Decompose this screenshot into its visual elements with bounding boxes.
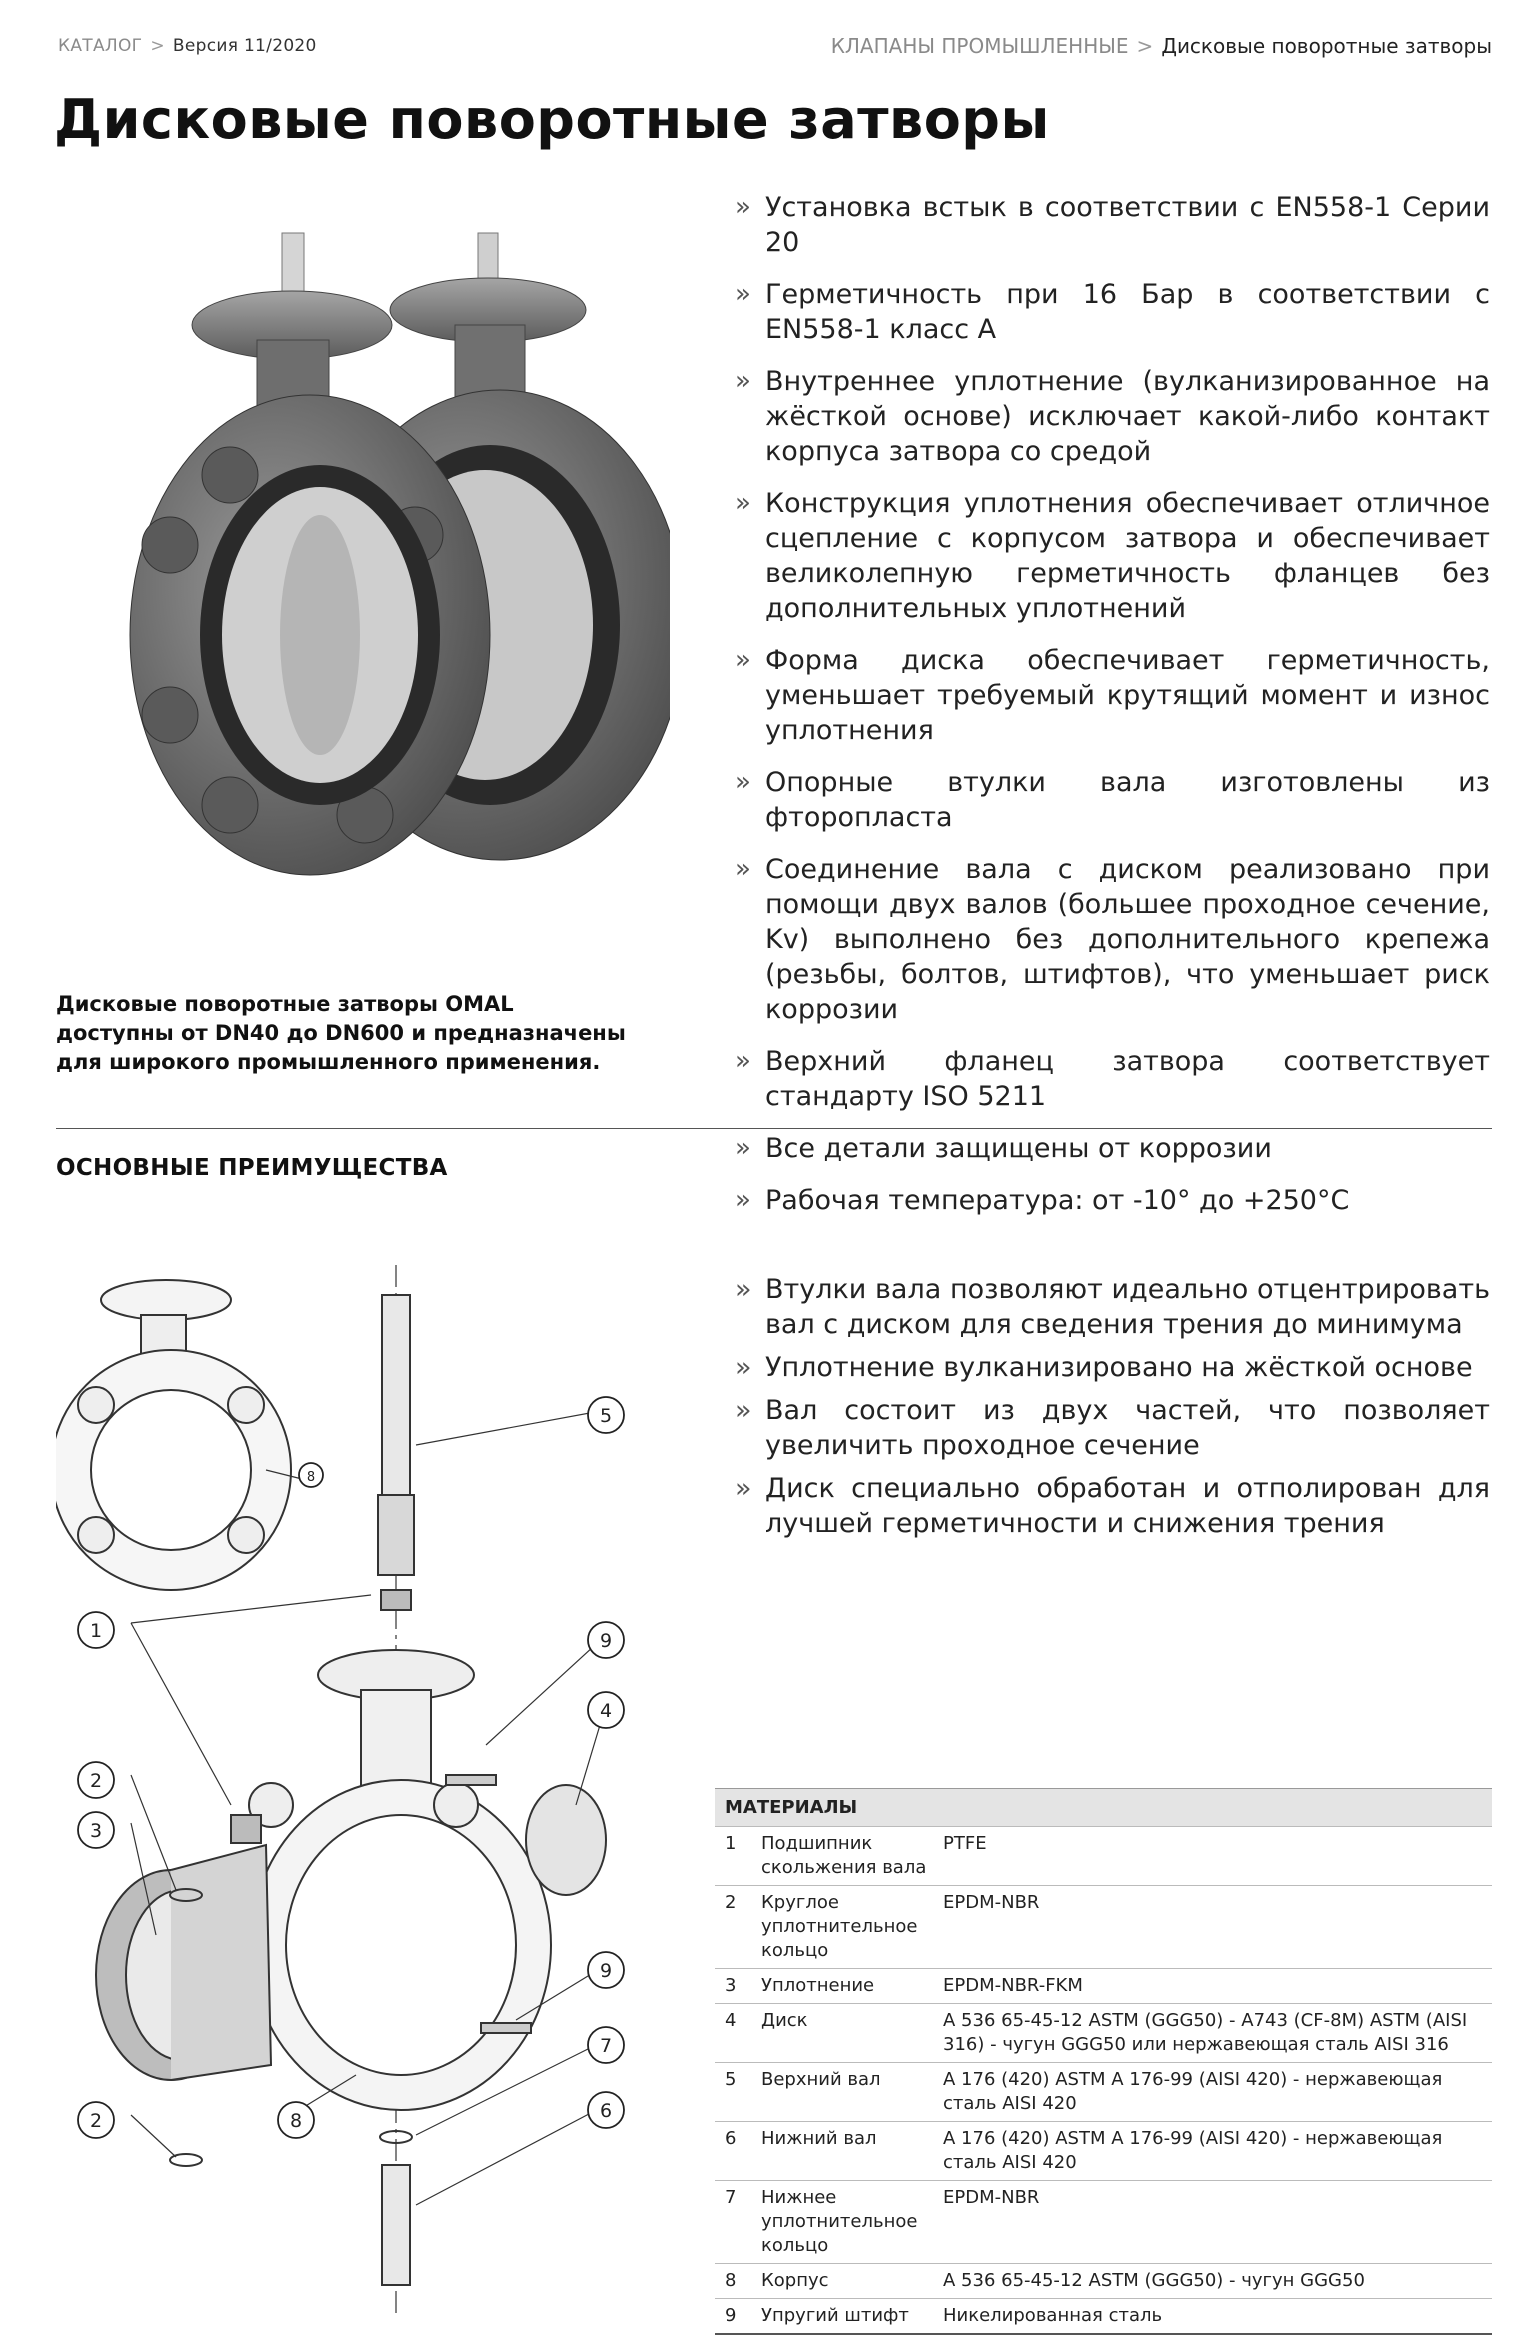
feature-item: » Верхний фланец затвора соответствует стандарту ISO 5211 [735,1046,1490,1112]
callout-label: 2 [89,1770,103,1792]
bullet-icon: » [735,1352,752,1383]
section-divider [56,1128,1492,1129]
feature-item: » Рабочая температура: от -10° до +250°С [735,1185,1350,1216]
callout-label: 2 [89,2110,103,2132]
bullet-icon: » [735,1274,752,1305]
breadcrumb-category[interactable]: КЛАПАНЫ ПРОМЫШЛЕННЫЕ [830,34,1129,58]
benefit-item: » Втулки вала позволяют идеально отцентрировать вал с диском для сведения трения до минимума [735,1274,1490,1340]
table-row: 1 Подшипник скольжения вала PTFE [715,1827,1492,1886]
photo-caption: Дисковые поворотные затворы OMAL доступны от DN40 до DN600 и предназначены для широкого промышленного применения. [56,992,626,1074]
section-title: ОСНОВНЫЕ ПРЕИМУЩЕСТВА [56,1155,448,1181]
bullet-icon: » [735,1133,751,1163]
callout-label: 6 [599,2100,613,2122]
benefit-item: » Уплотнение вулканизировано на жёсткой основе [735,1352,1473,1383]
bullet-icon: » [735,645,751,675]
feature-item: » Опорные втулки вала изготовлены из фторопласта [735,767,1490,833]
callout-label: 9 [599,1630,613,1652]
benefit-item: » Диск специально обработан и отполирован для лучшей герметичности и снижения трения [735,1473,1490,1539]
table-row: 9 Упругий штифт Никелированная сталь [715,2299,1492,2335]
materials-table [715,1788,1492,2335]
bullet-icon: » [735,1046,751,1076]
callout-label: 7 [599,2035,613,2057]
table-row: 2 Круглое уплотнительное кольцо EPDM-NBR [715,1886,1492,1969]
breadcrumb-root[interactable]: КАТАЛОГ [58,36,143,56]
feature-item: » Форма диска обеспечивает герметичность, уменьшает требуемый крутящий момент и износ уплотнения [735,645,1490,746]
feature-item: » Соединение вала с диском реализовано при помощи двух валов (большее проходное сечение, Kv) выполнено без дополнительного крепежа (резьбы, болтов, штифтов), что уменьшает риск коррозии [735,854,1490,1025]
bullet-icon: » [735,1473,752,1504]
breadcrumb-left [58,36,317,56]
callout-label: 9 [599,1960,613,1982]
breadcrumb-current: Версия 11/2020 [172,36,317,56]
table-row: 7 Нижнее уплотнительное кольцо EPDM-NBR [715,2181,1492,2264]
feature-item: » Конструкция уплотнения обеспечивает отличное сцепление с корпусом затвора и обеспечивает великолепную герметичность фланцев без дополнительных уплотнений [735,488,1490,624]
callout-label: 8 [306,1470,316,1485]
benefit-item: » Вал состоит из двух частей, что позволяет увеличить проходное сечение [735,1395,1490,1461]
bullet-icon: » [735,767,751,797]
table-row: 8 Корпус A 536 65-45-12 ASTM (GGG50) - чугун GGG50 [715,2264,1492,2299]
breadcrumb-right [831,34,1492,58]
callout-label: 8 [289,2110,303,2132]
table-row: 5 Верхний вал A 176 (420) ASTM A 176-99 (AISI 420) - нержавеющая сталь AISI 420 [715,2063,1492,2122]
feature-item: » Герметичность при 16 Бар в соответствии с EN558-1 класс А [735,279,1490,345]
breadcrumb-separator: > [1136,34,1154,58]
valves-photo [110,215,670,915]
exploded-drawing [56,1245,656,2315]
breadcrumb-page: Дисковые поворотные затворы [1161,34,1492,58]
feature-item: » Все детали защищены от коррозии [735,1133,1272,1164]
features-list [735,190,1490,1235]
bullet-icon: » [735,1395,752,1426]
table-row: 3 Уплотнение EPDM-NBR-FKM [715,1969,1492,2004]
feature-item: » Установка встык в соответствии с EN558-1 Серии 20 [735,192,1490,258]
table-row: 6 Нижний вал A 176 (420) ASTM A 176-99 (AISI 420) - нержавеющая сталь AISI 420 [715,2122,1492,2181]
callout-label: 3 [89,1820,103,1842]
callout-label: 4 [599,1700,613,1722]
materials-header: МАТЕРИАЛЫ [715,1789,1492,1827]
bullet-icon: » [735,366,751,396]
feature-item: » Внутреннее уплотнение (вулканизированное на жёсткой основе) исключает какой-либо контакт корпуса затвора со средой [735,366,1490,467]
callout-label: 5 [599,1405,613,1427]
callout-label: 1 [89,1620,103,1642]
breadcrumb-separator: > [150,36,165,56]
bullet-icon: » [735,192,751,222]
page-title: Дисковые поворотные затворы [54,88,1050,151]
bullet-icon: » [735,279,751,309]
benefits-list [735,1272,1490,1549]
bullet-icon: » [735,488,751,518]
bullet-icon: » [735,1185,751,1215]
table-row: 4 Диск A 536 65-45-12 ASTM (GGG50) - A743 (CF-8M) ASTM (AISI 316) - чугун GGG50 или нержавеющая сталь AISI 316 [715,2004,1492,2063]
bullet-icon: » [735,854,751,884]
